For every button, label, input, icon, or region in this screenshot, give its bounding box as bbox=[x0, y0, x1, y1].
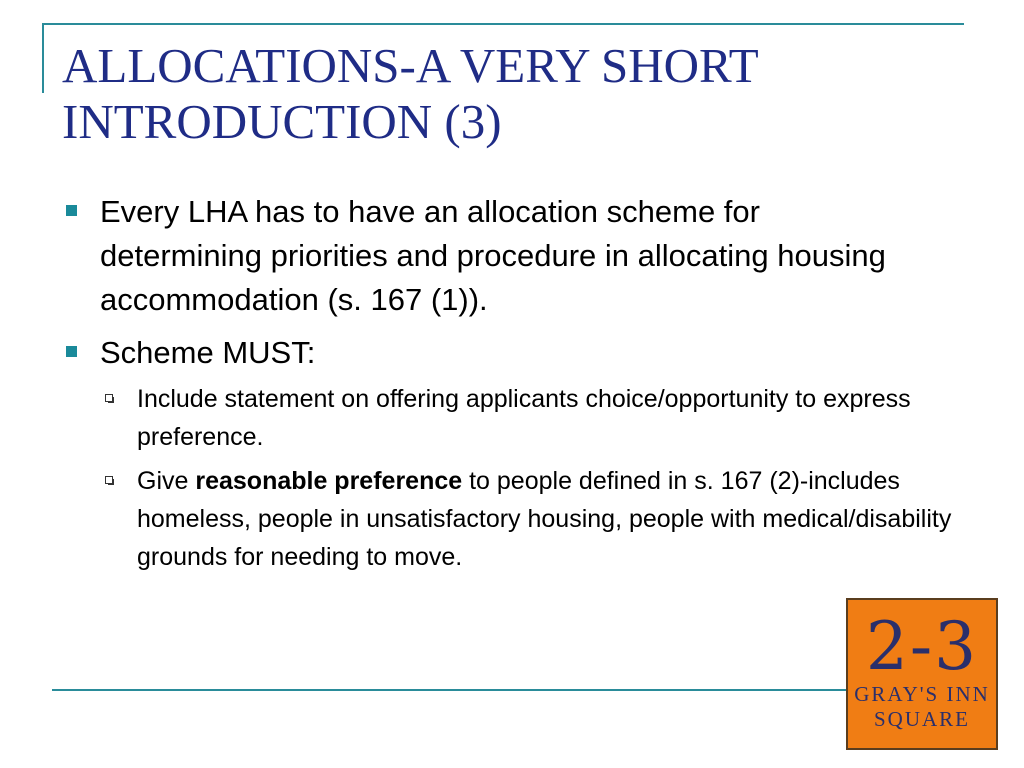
sub-bullet-text: Include statement on offering applicants choice/opportunity to express preference. bbox=[137, 385, 911, 451]
top-rule bbox=[42, 23, 964, 25]
square-bullet-icon bbox=[66, 205, 77, 216]
bullet-item-2 bbox=[100, 331, 920, 375]
slide-title: ALLOCATIONS-A VERY SHORT INTRODUCTION (3) bbox=[62, 38, 758, 149]
logo-line-2: SQUARE bbox=[873, 707, 970, 731]
sub-bullet-text-after: to people defined in s. 167 (2)-includes homeless, people in unsatisfactory housing, people with medical/disability grounds for needing to move. bbox=[137, 467, 952, 571]
sub-bullet-item-1 bbox=[137, 380, 967, 456]
logo-line-1: GRAY'S INN bbox=[854, 682, 990, 706]
hollow-square-bullet-icon bbox=[105, 476, 113, 484]
bottom-rule bbox=[52, 689, 848, 691]
sub-bullet-item-2 bbox=[137, 462, 967, 576]
emphasis-reasonable-preference: reasonable preference bbox=[195, 467, 463, 495]
left-rule bbox=[42, 23, 44, 93]
grays-inn-square-logo bbox=[846, 598, 998, 750]
hollow-square-bullet-icon bbox=[105, 394, 113, 402]
sub-bullet-text-before: Give bbox=[137, 467, 196, 495]
square-bullet-icon bbox=[66, 346, 77, 357]
bullet-text: Every LHA has to have an allocation scheme for determining priorities and procedure in allocating housing accommodation (s. 167 (1)). bbox=[100, 194, 886, 317]
logo-number: 2-3 bbox=[865, 608, 979, 685]
bullet-item-1 bbox=[100, 190, 920, 322]
bullet-text: Scheme MUST: bbox=[100, 335, 316, 370]
